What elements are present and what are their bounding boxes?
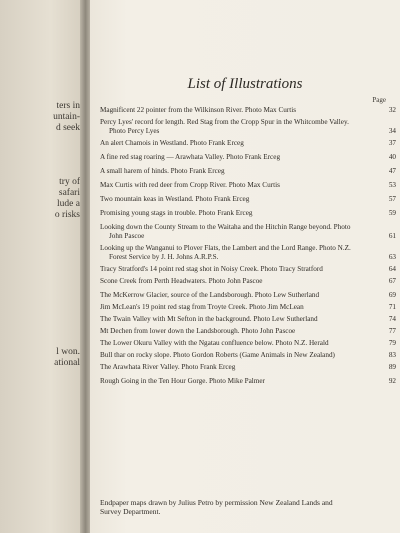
illustration-entry: [100, 223, 396, 241]
page-title: List of Illustrations: [187, 76, 303, 92]
illustrations-page: [90, 0, 400, 533]
entry-page-number: 89: [388, 363, 396, 371]
entry-page-number: 47: [388, 167, 396, 175]
illustration-entry: [100, 351, 396, 360]
entry-page-number: 53: [388, 181, 396, 189]
illustration-entry: [100, 181, 396, 190]
entry-caption: Max Curtis with red deer from Cropp River. Photo Max Curtis: [100, 181, 280, 189]
illustration-entry: [100, 377, 396, 386]
entry-caption: Magnificent 22 pointer from the Wilkinson River. Photo Max Curtis: [100, 106, 297, 114]
entry-caption: Mt Dechen from lower down the Landsborough. Photo John Pascoe: [100, 327, 296, 335]
illustration-entry: [100, 244, 396, 262]
left-page: [0, 0, 84, 533]
illustration-entry: [100, 363, 396, 372]
entry-page-number: 63: [388, 253, 396, 261]
entry-page-number: 61: [388, 232, 396, 240]
entry-page-number: 79: [388, 339, 396, 347]
left-page-fragment: try of: [59, 177, 80, 187]
illustration-list: [100, 106, 396, 386]
left-page-fragment: l won.: [56, 347, 80, 357]
entry-page-number: 77: [388, 327, 396, 335]
entry-caption: Promising young stags in trouble. Photo Frank Erceg: [100, 209, 253, 217]
illustration-entry: [100, 265, 396, 274]
endpaper-note: Endpaper maps drawn by Julius Petro by permission New Zealand Lands and Survey Department.: [100, 498, 333, 516]
illustration-entry: [100, 209, 396, 218]
entry-page-number: 32: [388, 106, 396, 114]
illustration-entry: [100, 167, 396, 176]
entry-caption: Looking down the County Stream to the Waitaha and the Hitchin Range beyond. Photo John Pascoe: [100, 223, 351, 240]
entry-page-number: 83: [388, 351, 396, 359]
entry-page-number: 74: [388, 315, 396, 323]
left-page-fragment: d seek: [55, 123, 80, 133]
entry-caption: A small harem of hinds. Photo Frank Erceg: [100, 167, 225, 175]
entry-caption: The McKerrow Glacier, source of the Landsborough. Photo Lew Sutherland: [100, 291, 320, 299]
entry-page-number: 57: [388, 195, 396, 203]
entry-page-number: 59: [388, 209, 396, 217]
entry-page-number: 34: [388, 127, 396, 135]
entry-page-number: 67: [388, 277, 396, 285]
entry-page-number: 71: [388, 303, 396, 311]
entry-page-number: 92: [388, 377, 396, 385]
entry-caption: Looking up the Wanganui to Plover Flats, the Lambert and the Lord Range. Photo N.Z. Forest Service by J. H. Johns A.R.P.S.: [100, 244, 351, 261]
entry-caption: The Arawhata River Valley. Photo Frank Erceg: [100, 363, 236, 371]
illustration-entry: [100, 303, 396, 312]
entry-caption: Tracy Stratford's 14 point red stag shot in Noisy Creek. Photo Tracy Stratford: [100, 265, 323, 273]
left-page-fragment: untain-: [53, 112, 80, 122]
left-page-fragment: safari: [58, 188, 80, 198]
entry-caption: Rough Going in the Ten Hour Gorge. Photo Mike Palmer: [100, 377, 265, 385]
illustration-entry: [100, 139, 396, 148]
illustration-entry: [100, 195, 396, 204]
illustration-entry: [100, 327, 396, 336]
entry-caption: A fine red stag roaring — Arawhata Valley. Photo Frank Erceg: [100, 153, 281, 161]
entry-caption: Bull thar on rocky slope. Photo Gordon Roberts (Game Animals in New Zealand): [100, 351, 335, 359]
entry-caption: The Twain Valley with Mt Sefton in the background. Photo Lew Sutherland: [100, 315, 318, 323]
entry-page-number: 37: [388, 139, 396, 147]
entry-page-number: 40: [388, 153, 396, 161]
entry-caption: Two mountain keas in Westland. Photo Frank Erceg: [100, 195, 250, 203]
illustration-entry: [100, 153, 396, 162]
left-page-fragment: lude a: [57, 199, 80, 209]
illustration-entry: [100, 339, 396, 348]
illustration-entry: [100, 315, 396, 324]
entry-caption: Jim McLean's 19 point red stag from Troyte Creek. Photo Jim McLean: [100, 303, 304, 311]
entry-page-number: 64: [388, 265, 396, 273]
entry-caption: Scone Creek from Perth Headwaters. Photo John Pascoe: [100, 277, 263, 285]
entry-page-number: 69: [388, 291, 396, 299]
illustration-entry: [100, 106, 396, 115]
illustration-entry: [100, 118, 396, 136]
illustration-entry: [100, 277, 396, 286]
entry-caption: The Lower Okuru Valley with the Ngatau confluence below. Photo N.Z. Herald: [100, 339, 329, 347]
entry-caption: Percy Lyes' record for length. Red Stag from the Cropp Spur in the Whitcombe Valley. Photo Percy Lyes: [100, 118, 349, 135]
left-page-fragment: ters in: [56, 101, 80, 111]
left-page-fragment: o risks: [54, 210, 80, 220]
left-page-fragment: ational: [54, 358, 80, 368]
page-column-label: Page: [372, 96, 386, 104]
entry-caption: An alert Chamois in Westland. Photo Frank Erceg: [100, 139, 244, 147]
illustration-entry: [100, 291, 396, 300]
